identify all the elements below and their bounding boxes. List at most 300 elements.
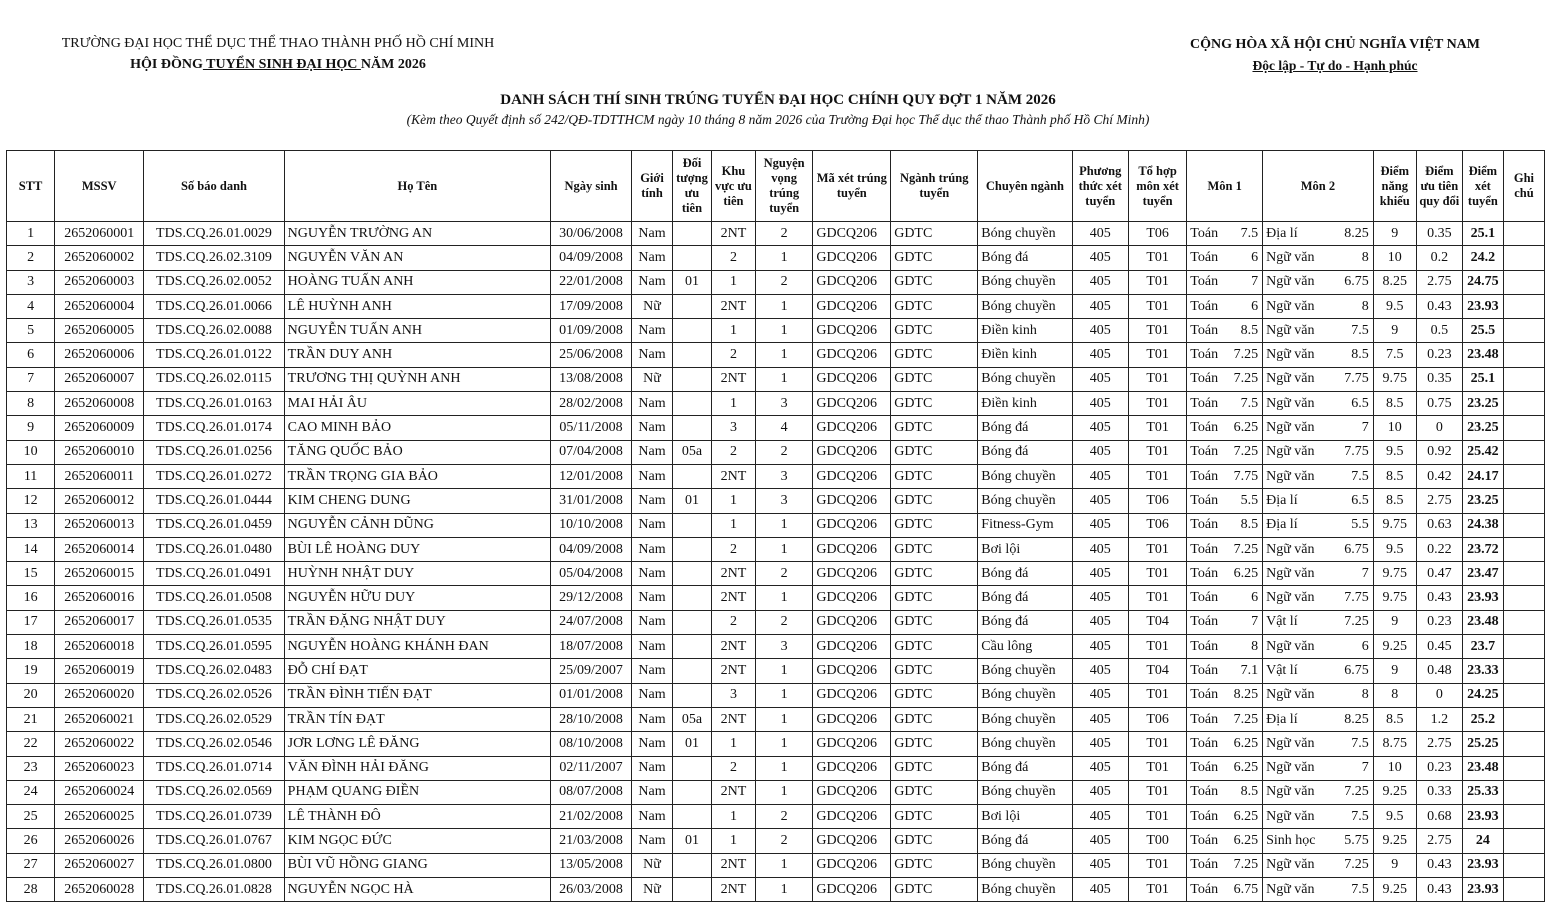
cell-nguyen-vong: 1: [755, 586, 812, 610]
cell-gioi-tinh: Nam: [632, 829, 673, 853]
cell-mon-1-score: 7.75: [1224, 464, 1263, 488]
cell-diem-uu-tien: 0.23: [1416, 756, 1462, 780]
cell-ngay-sinh: 29/12/2008: [551, 586, 632, 610]
cell-ma-xet: GDCQ206: [813, 635, 891, 659]
table-row: [7, 780, 1545, 804]
cell-stt: 11: [7, 464, 55, 488]
cell-ngay-sinh: 12/01/2008: [551, 464, 632, 488]
cell-chuyen-nganh: Bóng chuyền: [978, 659, 1072, 683]
cell-nganh: GDTC: [891, 246, 978, 270]
cell-ho-ten: KIM NGỌC ĐỨC: [284, 829, 550, 853]
col-phuong-thuc: Phương thức xét tuyển: [1072, 151, 1128, 222]
cell-chuyen-nganh: Bóng chuyền: [978, 294, 1072, 318]
cell-ho-ten: MAI HẢI ÂU: [284, 392, 550, 416]
cell-diem-uu-tien: 0.75: [1416, 392, 1462, 416]
cell-gioi-tinh: Nam: [632, 707, 673, 731]
cell-nganh: GDTC: [891, 367, 978, 391]
cell-nganh: GDTC: [891, 222, 978, 246]
cell-mon-2-name: Ngữ văn: [1263, 780, 1337, 804]
cell-ngay-sinh: 21/02/2008: [551, 805, 632, 829]
cell-ho-ten: LÊ HUỲNH ANH: [284, 294, 550, 318]
cell-mon-1-score: 8.25: [1224, 683, 1263, 707]
cell-stt: 2: [7, 246, 55, 270]
cell-mssv: 2652060003: [55, 270, 144, 294]
cell-mon-1-name: Toán: [1187, 270, 1224, 294]
cell-ngay-sinh: 05/04/2008: [551, 562, 632, 586]
cell-diem-nang-khieu: 8: [1373, 683, 1416, 707]
cell-nguyen-vong: 1: [755, 732, 812, 756]
cell-nguyen-vong: 1: [755, 294, 812, 318]
cell-to-hop: T01: [1128, 756, 1186, 780]
cell-diem-xet-tuyen: 25.1: [1462, 222, 1503, 246]
cell-nguyen-vong: 1: [755, 319, 812, 343]
cell-khu-vuc: 2NT: [711, 586, 755, 610]
cell-mssv: 2652060019: [55, 659, 144, 683]
cell-gioi-tinh: Nam: [632, 270, 673, 294]
cell-doi-tuong: [673, 367, 712, 391]
cell-mon-1-score: 7.25: [1224, 537, 1263, 561]
cell-nguyen-vong: 3: [755, 489, 812, 513]
table-row: [7, 659, 1545, 683]
cell-ngay-sinh: 31/01/2008: [551, 489, 632, 513]
cell-to-hop: T01: [1128, 780, 1186, 804]
cell-diem-uu-tien: 2.75: [1416, 270, 1462, 294]
cell-ma-xet: GDCQ206: [813, 270, 891, 294]
cell-diem-xet-tuyen: 25.42: [1462, 440, 1503, 464]
cell-ngay-sinh: 07/04/2008: [551, 440, 632, 464]
cell-to-hop: T01: [1128, 343, 1186, 367]
cell-mon-1-name: Toán: [1187, 635, 1224, 659]
cell-chuyen-nganh: Bơi lội: [978, 805, 1072, 829]
cell-mon-2-score: 8: [1336, 246, 1373, 270]
cell-diem-xet-tuyen: 25.2: [1462, 707, 1503, 731]
cell-so-bao-danh: TDS.CQ.26.01.0800: [144, 853, 284, 877]
cell-nganh: GDTC: [891, 805, 978, 829]
cell-phuong-thuc: 405: [1072, 707, 1128, 731]
cell-khu-vuc: 2NT: [711, 294, 755, 318]
cell-mssv: 2652060027: [55, 853, 144, 877]
cell-so-bao-danh: TDS.CQ.26.02.0569: [144, 780, 284, 804]
table-row: [7, 270, 1545, 294]
cell-mon-1-name: Toán: [1187, 829, 1224, 853]
cell-mon-2-score: 7.5: [1336, 805, 1373, 829]
cell-mon-1-name: Toán: [1187, 659, 1224, 683]
cell-ma-xet: GDCQ206: [813, 343, 891, 367]
cell-chuyen-nganh: Bóng chuyền: [978, 367, 1072, 391]
cell-doi-tuong: [673, 756, 712, 780]
cell-khu-vuc: 1: [711, 270, 755, 294]
cell-khu-vuc: 2: [711, 537, 755, 561]
cell-mon-2-name: Ngữ văn: [1263, 805, 1337, 829]
cell-diem-uu-tien: 0.23: [1416, 610, 1462, 634]
cell-doi-tuong: 01: [673, 829, 712, 853]
cell-ngay-sinh: 04/09/2008: [551, 537, 632, 561]
cell-khu-vuc: 2: [711, 440, 755, 464]
cell-diem-xet-tuyen: 25.25: [1462, 732, 1503, 756]
cell-diem-nang-khieu: 9: [1373, 222, 1416, 246]
cell-diem-xet-tuyen: 24.75: [1462, 270, 1503, 294]
cell-to-hop: T06: [1128, 513, 1186, 537]
cell-gioi-tinh: Nam: [632, 805, 673, 829]
cell-stt: 17: [7, 610, 55, 634]
cell-mon-1-name: Toán: [1187, 440, 1224, 464]
cell-phuong-thuc: 405: [1072, 586, 1128, 610]
cell-chuyen-nganh: Điền kinh: [978, 392, 1072, 416]
cell-ma-xet: GDCQ206: [813, 440, 891, 464]
cell-ho-ten: BÙI LÊ HOÀNG DUY: [284, 537, 550, 561]
cell-ngay-sinh: 25/09/2007: [551, 659, 632, 683]
cell-diem-nang-khieu: 9: [1373, 659, 1416, 683]
cell-doi-tuong: [673, 537, 712, 561]
cell-mssv: 2652060007: [55, 367, 144, 391]
cell-mssv: 2652060002: [55, 246, 144, 270]
cell-phuong-thuc: 405: [1072, 732, 1128, 756]
cell-ho-ten: HUỲNH NHẬT DUY: [284, 562, 550, 586]
cell-mon-2-name: Ngữ văn: [1263, 562, 1337, 586]
cell-diem-nang-khieu: 8.5: [1373, 464, 1416, 488]
cell-nganh: GDTC: [891, 829, 978, 853]
cell-phuong-thuc: 405: [1072, 513, 1128, 537]
cell-mon-2-name: Địa lí: [1263, 707, 1337, 731]
cell-gioi-tinh: Nữ: [632, 853, 673, 877]
cell-mssv: 2652060006: [55, 343, 144, 367]
cell-ma-xet: GDCQ206: [813, 319, 891, 343]
cell-diem-uu-tien: 0.45: [1416, 635, 1462, 659]
cell-gioi-tinh: Nam: [632, 319, 673, 343]
country-name: CỘNG HÒA XÃ HỘI CHỦ NGHĨA VIỆT NAM: [1189, 37, 1480, 52]
cell-ho-ten: HOÀNG TUẤN ANH: [284, 270, 550, 294]
cell-to-hop: T01: [1128, 853, 1186, 877]
cell-nganh: GDTC: [891, 659, 978, 683]
cell-nganh: GDTC: [891, 489, 978, 513]
cell-to-hop: T01: [1128, 562, 1186, 586]
cell-mon-1-score: 8.5: [1224, 780, 1263, 804]
cell-mon-1-score: 7.25: [1224, 707, 1263, 731]
cell-mssv: 2652060026: [55, 829, 144, 853]
cell-diem-nang-khieu: 9.75: [1373, 513, 1416, 537]
cell-nguyen-vong: 1: [755, 659, 812, 683]
cell-khu-vuc: 2NT: [711, 878, 755, 902]
cell-mon-2-score: 7: [1336, 756, 1373, 780]
cell-diem-uu-tien: 0.43: [1416, 853, 1462, 877]
cell-mon-1-score: 7.25: [1224, 367, 1263, 391]
cell-gioi-tinh: Nam: [632, 659, 673, 683]
cell-diem-nang-khieu: 9.25: [1373, 829, 1416, 853]
cell-khu-vuc: 2: [711, 756, 755, 780]
cell-ngay-sinh: 08/07/2008: [551, 780, 632, 804]
cell-mon-1-score: 8: [1224, 635, 1263, 659]
cell-mon-1-score: 8.5: [1224, 319, 1263, 343]
cell-ghi-chu: [1503, 756, 1544, 780]
cell-mon-1-name: Toán: [1187, 756, 1224, 780]
cell-mssv: 2652060004: [55, 294, 144, 318]
cell-diem-uu-tien: 0.33: [1416, 780, 1462, 804]
table-row: [7, 464, 1545, 488]
school-name: TRƯỜNG ĐẠI HỌC THỂ DỤC THỂ THAO THÀNH PHỐ HỒ CHÍ MINH: [61, 36, 495, 51]
cell-stt: 1: [7, 222, 55, 246]
cell-to-hop: T01: [1128, 294, 1186, 318]
cell-mon-2-score: 7.25: [1336, 853, 1373, 877]
cell-so-bao-danh: TDS.CQ.26.02.0546: [144, 732, 284, 756]
cell-to-hop: T06: [1128, 707, 1186, 731]
cell-stt: 20: [7, 683, 55, 707]
cell-mon-1-name: Toán: [1187, 780, 1224, 804]
cell-khu-vuc: 1: [711, 513, 755, 537]
cell-mssv: 2652060012: [55, 489, 144, 513]
cell-ngay-sinh: 22/01/2008: [551, 270, 632, 294]
cell-diem-nang-khieu: 9.5: [1373, 805, 1416, 829]
cell-khu-vuc: 1: [711, 805, 755, 829]
cell-mon-1-name: Toán: [1187, 489, 1224, 513]
table-row: [7, 537, 1545, 561]
cell-mon-2-name: Ngữ văn: [1263, 635, 1337, 659]
cell-mon-2-name: Vật lí: [1263, 610, 1337, 634]
cell-ho-ten: NGUYỄN TUẤN ANH: [284, 319, 550, 343]
cell-mon-2-score: 8: [1336, 294, 1373, 318]
cell-ma-xet: GDCQ206: [813, 294, 891, 318]
cell-stt: 4: [7, 294, 55, 318]
table-row: [7, 853, 1545, 877]
cell-mon-1-name: Toán: [1187, 513, 1224, 537]
cell-diem-nang-khieu: 9.75: [1373, 586, 1416, 610]
cell-diem-uu-tien: 0.43: [1416, 878, 1462, 902]
cell-ngay-sinh: 25/06/2008: [551, 343, 632, 367]
cell-diem-uu-tien: 0.2: [1416, 246, 1462, 270]
cell-stt: 13: [7, 513, 55, 537]
cell-nguyen-vong: 1: [755, 878, 812, 902]
cell-nganh: GDTC: [891, 270, 978, 294]
cell-to-hop: T01: [1128, 464, 1186, 488]
cell-phuong-thuc: 405: [1072, 343, 1128, 367]
cell-gioi-tinh: Nam: [632, 537, 673, 561]
cell-ngay-sinh: 28/02/2008: [551, 392, 632, 416]
cell-ma-xet: GDCQ206: [813, 392, 891, 416]
cell-mon-1-name: Toán: [1187, 732, 1224, 756]
cell-mon-2-name: Ngữ văn: [1263, 343, 1337, 367]
cell-gioi-tinh: Nam: [632, 222, 673, 246]
cell-diem-uu-tien: 0.48: [1416, 659, 1462, 683]
cell-mssv: 2652060005: [55, 319, 144, 343]
cell-nguyen-vong: 1: [755, 246, 812, 270]
cell-chuyen-nganh: Bóng chuyền: [978, 853, 1072, 877]
cell-mon-2-name: Ngữ văn: [1263, 756, 1337, 780]
cell-mssv: 2652060013: [55, 513, 144, 537]
cell-mon-1-score: 7.25: [1224, 440, 1263, 464]
cell-chuyen-nganh: Bóng đá: [978, 246, 1072, 270]
table-row: [7, 562, 1545, 586]
cell-doi-tuong: [673, 294, 712, 318]
cell-mon-1-name: Toán: [1187, 562, 1224, 586]
col-mssv: MSSV: [55, 151, 144, 222]
cell-ho-ten: CAO MINH BẢO: [284, 416, 550, 440]
cell-nganh: GDTC: [891, 513, 978, 537]
table-row: [7, 343, 1545, 367]
cell-phuong-thuc: 405: [1072, 610, 1128, 634]
cell-gioi-tinh: Nam: [632, 780, 673, 804]
cell-stt: 5: [7, 319, 55, 343]
cell-nguyen-vong: 1: [755, 683, 812, 707]
cell-so-bao-danh: TDS.CQ.26.02.0526: [144, 683, 284, 707]
cell-nganh: GDTC: [891, 294, 978, 318]
cell-mon-1-name: Toán: [1187, 537, 1224, 561]
cell-ho-ten: TRẦN ĐÌNH TIẾN ĐẠT: [284, 683, 550, 707]
cell-diem-nang-khieu: 8.5: [1373, 392, 1416, 416]
table-body: [7, 222, 1545, 902]
cell-ma-xet: GDCQ206: [813, 853, 891, 877]
cell-ma-xet: GDCQ206: [813, 222, 891, 246]
cell-chuyen-nganh: Cầu lông: [978, 635, 1072, 659]
cell-diem-xet-tuyen: 25.5: [1462, 319, 1503, 343]
cell-phuong-thuc: 405: [1072, 635, 1128, 659]
cell-so-bao-danh: TDS.CQ.26.01.0508: [144, 586, 284, 610]
table-row: [7, 805, 1545, 829]
cell-diem-xet-tuyen: 23.25: [1462, 416, 1503, 440]
cell-mon-1-score: 6: [1224, 586, 1263, 610]
cell-gioi-tinh: Nam: [632, 562, 673, 586]
cell-ghi-chu: [1503, 562, 1544, 586]
cell-stt: 6: [7, 343, 55, 367]
cell-ghi-chu: [1503, 780, 1544, 804]
cell-mon-1-name: Toán: [1187, 294, 1224, 318]
cell-nganh: GDTC: [891, 732, 978, 756]
cell-mon-2-score: 8.25: [1336, 222, 1373, 246]
cell-ghi-chu: [1503, 367, 1544, 391]
cell-stt: 18: [7, 635, 55, 659]
cell-phuong-thuc: 405: [1072, 246, 1128, 270]
table-row: [7, 513, 1545, 537]
cell-mon-2-score: 7: [1336, 562, 1373, 586]
cell-mssv: 2652060001: [55, 222, 144, 246]
cell-doi-tuong: [673, 878, 712, 902]
cell-ma-xet: GDCQ206: [813, 780, 891, 804]
cell-diem-nang-khieu: 9: [1373, 319, 1416, 343]
cell-chuyen-nganh: Điền kinh: [978, 343, 1072, 367]
cell-ma-xet: GDCQ206: [813, 756, 891, 780]
council-name-part3: NĂM 2026: [360, 57, 426, 72]
cell-to-hop: T00: [1128, 829, 1186, 853]
cell-nganh: GDTC: [891, 780, 978, 804]
cell-doi-tuong: [673, 805, 712, 829]
cell-mon-1-score: 7.25: [1224, 853, 1263, 877]
cell-ngay-sinh: 13/08/2008: [551, 367, 632, 391]
cell-mon-2-score: 7.5: [1336, 732, 1373, 756]
cell-doi-tuong: [673, 853, 712, 877]
cell-gioi-tinh: Nữ: [632, 878, 673, 902]
cell-so-bao-danh: TDS.CQ.26.01.0491: [144, 562, 284, 586]
cell-mssv: 2652060028: [55, 878, 144, 902]
cell-diem-nang-khieu: 8.25: [1373, 270, 1416, 294]
cell-to-hop: T01: [1128, 440, 1186, 464]
cell-gioi-tinh: Nam: [632, 513, 673, 537]
cell-diem-uu-tien: 0.35: [1416, 222, 1462, 246]
cell-diem-nang-khieu: 10: [1373, 246, 1416, 270]
council-name-part2: TUYỂN SINH ĐẠI HỌC: [202, 57, 361, 72]
cell-mssv: 2652060011: [55, 464, 144, 488]
table-row: [7, 610, 1545, 634]
table-row: [7, 756, 1545, 780]
cell-gioi-tinh: Nam: [632, 635, 673, 659]
cell-so-bao-danh: TDS.CQ.26.01.0739: [144, 805, 284, 829]
cell-phuong-thuc: 405: [1072, 270, 1128, 294]
cell-mon-1-name: Toán: [1187, 853, 1224, 877]
cell-mon-1-name: Toán: [1187, 367, 1224, 391]
cell-nganh: GDTC: [891, 853, 978, 877]
cell-mon-2-score: 5.75: [1336, 829, 1373, 853]
table-row: [7, 367, 1545, 391]
cell-nganh: GDTC: [891, 610, 978, 634]
cell-diem-xet-tuyen: 23.93: [1462, 853, 1503, 877]
cell-diem-nang-khieu: 9.75: [1373, 367, 1416, 391]
cell-doi-tuong: [673, 319, 712, 343]
cell-phuong-thuc: 405: [1072, 805, 1128, 829]
cell-mon-1-score: 6: [1224, 246, 1263, 270]
cell-mon-2-score: 7.75: [1336, 367, 1373, 391]
cell-chuyen-nganh: Bóng chuyền: [978, 270, 1072, 294]
cell-doi-tuong: 01: [673, 270, 712, 294]
cell-diem-xet-tuyen: 23.33: [1462, 659, 1503, 683]
table-row: [7, 294, 1545, 318]
cell-nguyen-vong: 1: [755, 537, 812, 561]
cell-doi-tuong: [673, 562, 712, 586]
cell-mon-2-score: 7.75: [1336, 586, 1373, 610]
cell-mon-1-name: Toán: [1187, 610, 1224, 634]
cell-mon-2-score: 8.25: [1336, 707, 1373, 731]
cell-stt: 28: [7, 878, 55, 902]
cell-so-bao-danh: TDS.CQ.26.01.0828: [144, 878, 284, 902]
cell-mon-1-score: 6.75: [1224, 878, 1263, 902]
cell-mon-2-score: 5.5: [1336, 513, 1373, 537]
table-row: [7, 489, 1545, 513]
cell-so-bao-danh: TDS.CQ.26.01.0480: [144, 537, 284, 561]
cell-mon-2-score: 6.75: [1336, 659, 1373, 683]
cell-diem-nang-khieu: 8.5: [1373, 707, 1416, 731]
cell-ho-ten: BÙI VŨ HỒNG GIANG: [284, 853, 550, 877]
cell-diem-xet-tuyen: 23.25: [1462, 489, 1503, 513]
cell-ghi-chu: [1503, 537, 1544, 561]
cell-nguyen-vong: 1: [755, 853, 812, 877]
council-name: [8, 54, 548, 75]
cell-diem-nang-khieu: 9.5: [1373, 537, 1416, 561]
cell-ho-ten: JƠR LƠNG LÊ ĐĂNG: [284, 732, 550, 756]
cell-mon-1-name: Toán: [1187, 878, 1224, 902]
cell-ho-ten: NGUYỄN NGỌC HÀ: [284, 878, 550, 902]
document-subtitle: (Kèm theo Quyết định số 242/QĐ-TDTTHCM ngày 10 tháng 8 năm 2026 của Trường Đại học Thể dục thể thao Thành phố Hồ Chí Minh): [406, 112, 1150, 127]
cell-khu-vuc: 2NT: [711, 635, 755, 659]
cell-stt: 27: [7, 853, 55, 877]
cell-nguyen-vong: 3: [755, 635, 812, 659]
cell-mon-2-score: 7.5: [1336, 464, 1373, 488]
cell-mon-2-score: 7: [1336, 416, 1373, 440]
cell-ghi-chu: [1503, 222, 1544, 246]
cell-so-bao-danh: TDS.CQ.26.02.0529: [144, 707, 284, 731]
table-row: [7, 440, 1545, 464]
cell-ngay-sinh: 02/11/2007: [551, 756, 632, 780]
cell-ghi-chu: [1503, 270, 1544, 294]
cell-ngay-sinh: 08/10/2008: [551, 732, 632, 756]
cell-ngay-sinh: 30/06/2008: [551, 222, 632, 246]
cell-diem-uu-tien: 2.75: [1416, 829, 1462, 853]
cell-ho-ten: ĐỖ CHÍ ĐẠT: [284, 659, 550, 683]
cell-stt: 23: [7, 756, 55, 780]
cell-ma-xet: GDCQ206: [813, 683, 891, 707]
cell-diem-uu-tien: 0.43: [1416, 294, 1462, 318]
cell-ma-xet: GDCQ206: [813, 659, 891, 683]
cell-ghi-chu: [1503, 853, 1544, 877]
cell-mssv: 2652060008: [55, 392, 144, 416]
cell-nguyen-vong: 1: [755, 756, 812, 780]
cell-mon-2-name: Vật lí: [1263, 659, 1337, 683]
cell-mon-1-name: Toán: [1187, 222, 1224, 246]
